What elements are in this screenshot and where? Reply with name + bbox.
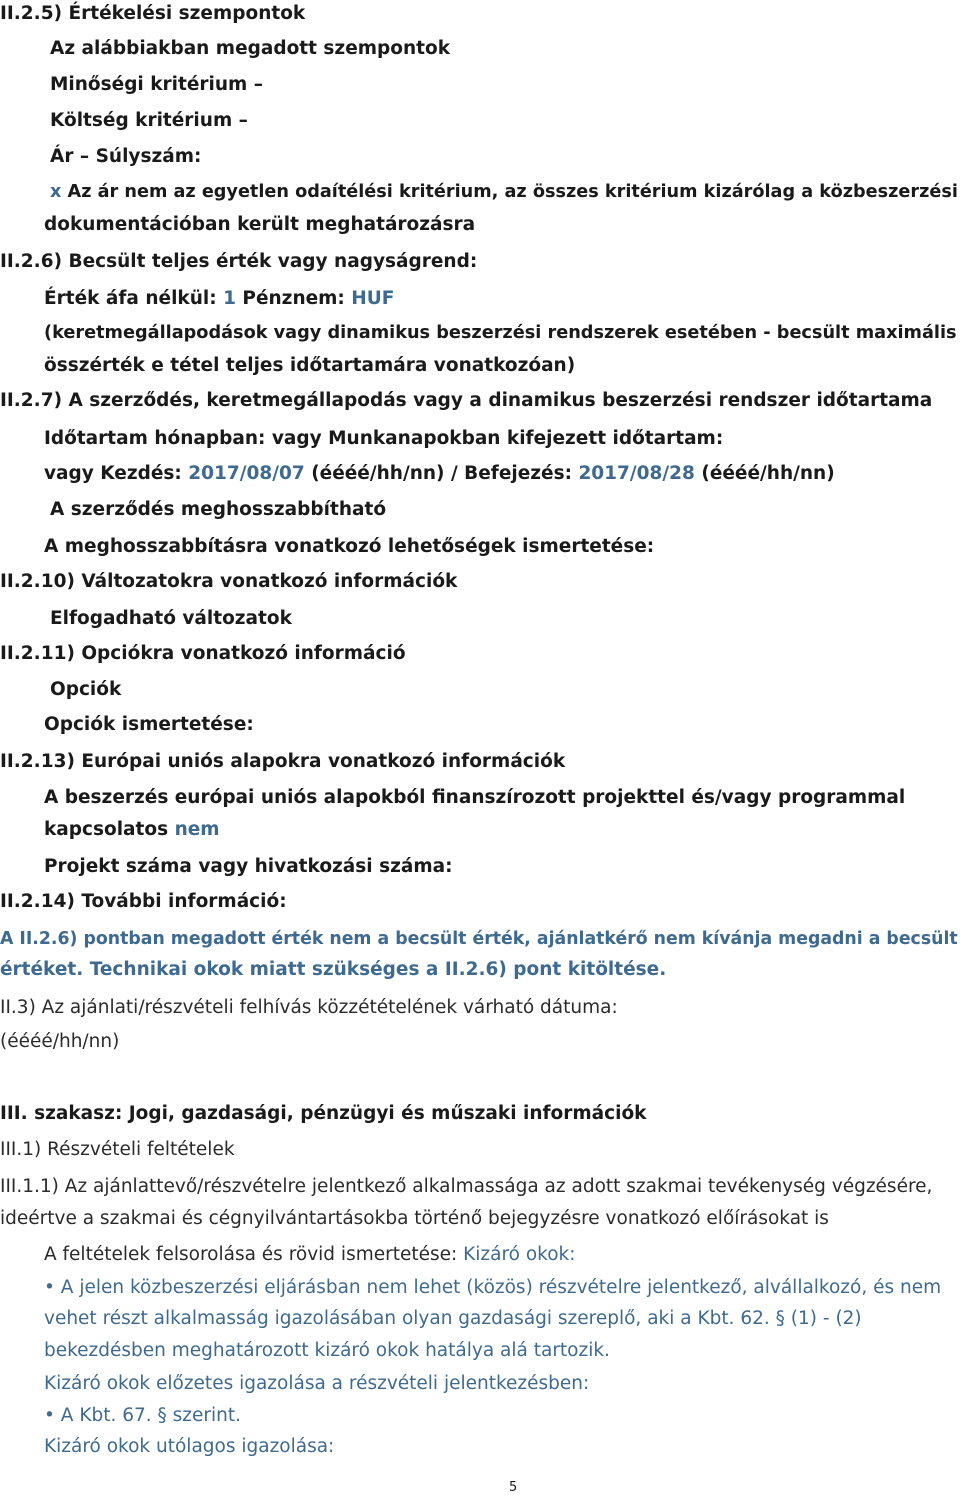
price-note-text: Az ár nem az egyetlen odaítélési kritérium, az összes kritérium kizárólag a közbeszerzési: [61, 182, 958, 202]
end-label: (éééé/hh/nn) / Befejezés:: [304, 463, 579, 484]
eu-funds-value: nem: [174, 819, 220, 840]
suitability-line-1: III.1.1) Az ajánlattevő/részvételre jelentkező alkalmassága az adott szakmai tevékenység végzésére,: [0, 1176, 933, 1197]
additional-info-line-1: A II.2.6) pontban megadott érték nem a becsült érték, ajánlatkérő nem kívánja megadni a becsült: [0, 929, 958, 949]
duration-line: Időtartam hónapban: vagy Munkanapokban kifejezett időtartam:: [44, 428, 724, 449]
subsection-iii1: III.1) Részvételi feltételek: [0, 1139, 235, 1160]
section-heading-ii211: II.2.11) Opciókra vonatkozó információ: [0, 643, 406, 664]
options-description: Opciók ismertetése:: [44, 714, 254, 735]
currency-value: HUF: [351, 288, 395, 309]
section-heading-iii: III. szakasz: Jogi, gazdasági, pénzügyi és műszaki információk: [0, 1103, 647, 1124]
options-line: Opciók: [50, 679, 122, 700]
section-heading-ii214: II.2.14) További információ:: [0, 891, 287, 912]
eu-funds-label: kapcsolatos: [44, 819, 175, 840]
framework-note-line-1: (keretmegállapodások vagy dinamikus beszerzési rendszerek esetében - becsült maximális: [44, 323, 957, 343]
quality-criterion: Minőségi kritérium –: [50, 74, 263, 95]
extension-line: A szerződés meghosszabbítható: [50, 499, 387, 520]
suitability-line-2: ideértve a szakmai és cégnyilvántartásokba történő bejegyzésre vonatkozó előírásokat is: [0, 1208, 829, 1229]
framework-note-line-2: összérték e tétel teljes időtartamára vonatkozóan): [44, 355, 576, 376]
eu-funds-line-1: A beszerzés európai uniós alapokból finanszírozott projekttel és/vagy programmal: [44, 787, 906, 808]
date-format: (éééé/hh/nn): [694, 463, 835, 484]
exclusion-bullet-line-2: vehet részt alkalmasság igazolásában olyan gazdasági szereplő, aki a Kbt. 62. § (1) - (2): [44, 1308, 862, 1329]
estimated-value-line: [44, 287, 394, 311]
price-note-line-1: [50, 180, 958, 204]
publication-date-line-1: II.3) Az ajánlati/részvételi felhívás közzétételének várható dátuma:: [0, 997, 618, 1018]
criteria-intro: Az alábbiakban megadott szempontok: [50, 38, 450, 59]
exclusion-bullet-line-3: bekezdésben meghatározott kizáró okok hatálya alá tartozik.: [44, 1340, 610, 1361]
section-heading-ii27: II.2.7) A szerződés, keretmegállapodás vagy a dinamikus beszerzési rendszer időtartama: [0, 390, 933, 411]
section-heading-ii26: II.2.6) Becsült teljes érték vagy nagyságrend:: [0, 251, 478, 272]
section-heading-ii213: II.2.13) Európai uniós alapokra vonatkozó információk: [0, 751, 566, 772]
start-date: 2017/08/07: [188, 463, 305, 484]
dates-line: [44, 462, 835, 486]
eu-funds-line-2: [44, 818, 220, 842]
price-weight: Ár – Súlyszám:: [50, 146, 202, 167]
exclusion-bullet-line-1: • A jelen közbeszerzési eljárásban nem lehet (közös) részvételre jelentkező, alvállalkozó, és nem: [44, 1277, 942, 1298]
conditions-label: A feltételek felsorolása és rövid ismertetése:: [44, 1244, 464, 1265]
price-note-line-2: dokumentációban került meghatározásra: [44, 214, 476, 235]
conditions-line: [44, 1243, 575, 1267]
start-label: vagy Kezdés:: [44, 463, 189, 484]
x-mark: x: [50, 182, 62, 202]
additional-info-line-2: értéket. Technikai okok miatt szükséges a II.2.6) pont kitöltése.: [0, 959, 667, 980]
currency-label: Pénznem:: [235, 288, 352, 309]
cost-criterion: Költség kritérium –: [50, 110, 248, 131]
value-label: Érték áfa nélkül:: [44, 288, 224, 309]
page-number: 5: [509, 1480, 518, 1495]
section-heading-ii25: II.2.5) Értékelési szempontok: [0, 3, 306, 24]
section-heading-ii210: II.2.10) Változatokra vonatkozó információk: [0, 571, 458, 592]
end-date: 2017/08/28: [578, 463, 695, 484]
kbt-bullet: • A Kbt. 67. § szerint.: [44, 1405, 241, 1426]
project-number-line: Projekt száma vagy hivatkozási száma:: [44, 856, 453, 877]
later-proof-line: Kizáró okok utólagos igazolása:: [44, 1436, 335, 1457]
variants-line: Elfogadható változatok: [50, 608, 292, 629]
extension-description: A meghosszabbításra vonatkozó lehetőségek ismertetése:: [44, 536, 655, 557]
publication-date-line-2: (éééé/hh/nn): [0, 1031, 120, 1052]
preliminary-proof-line: Kizáró okok előzetes igazolása a részvételi jelentkezésben:: [44, 1373, 590, 1394]
estimated-value: 1: [223, 288, 236, 309]
conditions-value: Kizáró okok:: [463, 1244, 576, 1265]
